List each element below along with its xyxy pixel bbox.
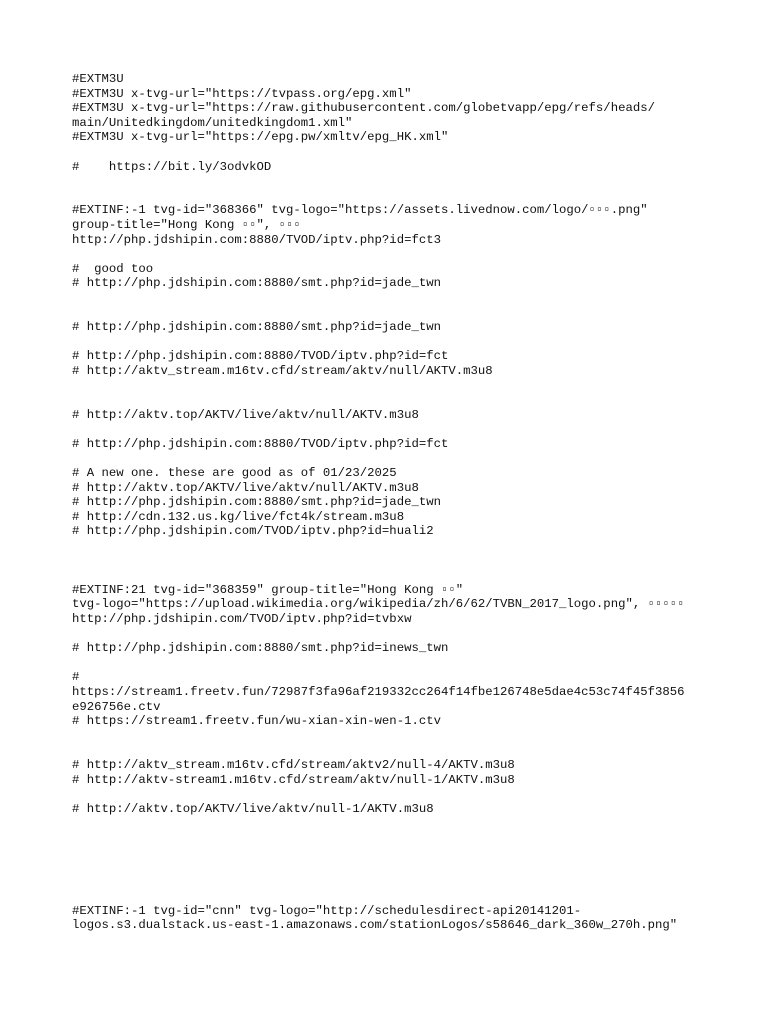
- text-line: #EXTINF:21 tvg-id="368359" group-title="Hong Kong ▫▫": [72, 582, 464, 597]
- text-line: #EXTINF:-1 tvg-id="368366" tvg-logo="https://assets.livednow.com/logo/▫▫▫.png": [72, 203, 648, 218]
- text-line: # http://php.jdshipin.com:8880/TVOD/iptv.php?id=fct: [72, 436, 449, 451]
- text-line: [72, 889, 712, 904]
- text-line: # http://php.jdshipin.com:8880/smt.php?id=inews_twn: [72, 641, 449, 656]
- text-line: # http://aktv_stream.m16tv.cfd/stream/aktv2/null-4/AKTV.m3u8: [72, 757, 515, 772]
- text-line: http://php.jdshipin.com/TVOD/iptv.php?id=tvbxw: [72, 611, 412, 626]
- text-line: [72, 743, 712, 758]
- playlist-document: [72, 72, 712, 933]
- text-line: [72, 860, 712, 875]
- text-line: [72, 787, 712, 802]
- text-line: # http://aktv.top/AKTV/live/aktv/null-1/AKTV.m3u8: [72, 801, 434, 816]
- text-line: # https://bit.ly/3odvkOD: [72, 159, 272, 174]
- text-line: [72, 291, 712, 306]
- text-line: #EXTM3U: [72, 72, 124, 86]
- text-line: #EXTM3U x-tvg-url="https://epg.pw/xmltv/epg_HK.xml": [72, 130, 449, 145]
- text-line: [72, 247, 712, 262]
- text-line: [72, 568, 712, 583]
- text-line: [72, 729, 712, 744]
- text-line: logos.s3.dualstack.us-east-1.amazonaws.com/stationLogos/s58646_dark_360w_270h.png": [72, 918, 678, 933]
- text-line: [72, 378, 712, 393]
- text-line: main/Unitedkingdom/unitedkingdom1.xml": [72, 115, 353, 130]
- playlist-text: [72, 72, 712, 933]
- text-line: # A new one. these are good as of 01/23/2025: [72, 466, 397, 481]
- text-line: [72, 539, 712, 554]
- text-line: [72, 335, 712, 350]
- text-line: # https://stream1.freetv.fun/wu-xian-xin-wen-1.ctv: [72, 714, 441, 729]
- text-line: group-title="Hong Kong ▫▫", ▫▫▫: [72, 217, 301, 232]
- text-line: # http://php.jdshipin.com:8880/smt.php?id=jade_twn: [72, 276, 441, 291]
- text-line: # http://cdn.132.us.kg/live/fct4k/stream.m3u8: [72, 509, 405, 524]
- text-line: [72, 816, 712, 831]
- text-line: # http://php.jdshipin.com:8880/smt.php?id=jade_twn: [72, 495, 441, 510]
- text-line: # http://php.jdshipin.com:8880/smt.php?id=jade_twn: [72, 320, 441, 335]
- text-line: https://stream1.freetv.fun/72987f3fa96af219332cc264f14fbe126748e5dae4c53c74f45f3856: [72, 684, 685, 699]
- text-line: [72, 845, 712, 860]
- text-line: # http://aktv.top/AKTV/live/aktv/null/AKTV.m3u8: [72, 480, 419, 495]
- text-line: tvg-logo="https://upload.wikimedia.org/wikipedia/zh/6/62/TVBN_2017_logo.png", ▫▫▫▫▫: [72, 597, 685, 612]
- text-line: [72, 174, 712, 189]
- text-line: # http://php.jdshipin.com/TVOD/iptv.php?id=huali2: [72, 524, 434, 539]
- text-line: http://php.jdshipin.com:8880/TVOD/iptv.php?id=fct3: [72, 232, 441, 247]
- text-line: [72, 393, 712, 408]
- text-line: [72, 627, 712, 642]
- text-line: [72, 189, 712, 204]
- text-line: #EXTM3U x-tvg-url="https://tvpass.org/epg.xml": [72, 86, 412, 101]
- text-line: e926756e.ctv: [72, 699, 161, 714]
- text-line: [72, 831, 712, 846]
- text-line: [72, 145, 712, 160]
- text-line: # http://php.jdshipin.com:8880/TVOD/iptv.php?id=fct: [72, 349, 449, 364]
- text-line: #EXTM3U x-tvg-url="https://raw.githubusercontent.com/globetvapp/epg/refs/heads/: [72, 101, 655, 116]
- text-line: #EXTINF:-1 tvg-id="cnn" tvg-logo="http://schedulesdirect-api20141201-: [72, 903, 582, 918]
- text-line: [72, 306, 712, 321]
- text-line: # http://aktv-stream1.m16tv.cfd/stream/aktv/null-1/AKTV.m3u8: [72, 772, 515, 787]
- text-line: [72, 875, 712, 890]
- text-line: [72, 422, 712, 437]
- text-line: # http://aktv_stream.m16tv.cfd/stream/aktv/null/AKTV.m3u8: [72, 363, 493, 378]
- text-line: #: [72, 670, 80, 685]
- text-line: [72, 554, 712, 569]
- text-line: # good too: [72, 261, 154, 276]
- text-line: [72, 451, 712, 466]
- text-line: [72, 656, 712, 671]
- text-line: # http://aktv.top/AKTV/live/aktv/null/AKTV.m3u8: [72, 407, 419, 422]
